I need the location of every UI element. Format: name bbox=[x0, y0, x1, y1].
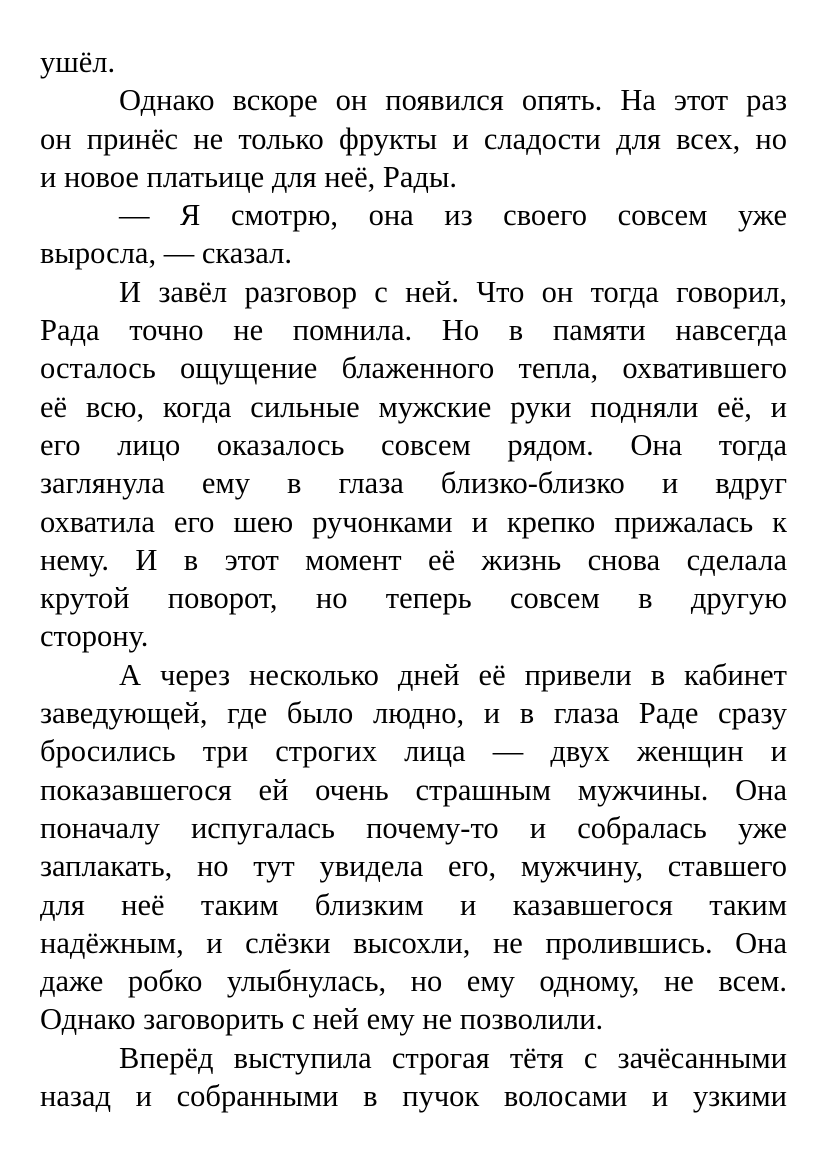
text-line: её всю, когда сильные мужские руки подняли её, и bbox=[40, 389, 787, 424]
text-line: А через несколько дней её привели в кабинет bbox=[119, 657, 787, 692]
text-line: и новое платьице для неё, Рады. bbox=[40, 159, 458, 194]
text-line: надёжным, и слёзки высохли, не пролившись. Она bbox=[40, 925, 787, 960]
paragraph bbox=[40, 196, 787, 273]
paragraph bbox=[40, 43, 787, 81]
text-line: назад и собранными в пучок волосами и узкими bbox=[40, 1079, 787, 1114]
text-line: показавшегося ей очень страшным мужчины. Она bbox=[40, 772, 787, 807]
text-line: Однако вскоре он появился опять. На этот раз bbox=[119, 83, 787, 118]
text-line: И завёл разговор с ней. Что он тогда говорил, bbox=[119, 274, 787, 309]
text-line: заглянула ему в глаза близко-близко и вдруг bbox=[40, 466, 787, 501]
text-line: нему. И в этот момент её жизнь снова сделала bbox=[40, 542, 787, 577]
text-line: он принёс не только фрукты и сладости для всех, но bbox=[40, 121, 787, 156]
paragraph bbox=[40, 1039, 787, 1116]
text-line: охватила его шею ручонками и крепко прижалась к bbox=[40, 504, 787, 539]
text-line: Вперёд выступила строгая тётя с зачёсанными bbox=[119, 1040, 787, 1075]
text-line: Однако заговорить с ней ему не позволили. bbox=[40, 1002, 604, 1037]
paragraph bbox=[40, 81, 787, 196]
text-line: заведующей, где было людно, и в глаза Раде сразу bbox=[40, 696, 787, 731]
text-line: — Я смотрю, она из своего совсем уже bbox=[119, 198, 787, 233]
text-line: ушёл. bbox=[40, 45, 116, 79]
text-line: бросились три строгих лица — двух женщин и bbox=[40, 734, 787, 769]
text-line: его лицо оказалось совсем рядом. Она тогда bbox=[40, 427, 787, 462]
text-body bbox=[40, 43, 787, 1115]
document-page bbox=[40, 43, 787, 1115]
paragraph bbox=[40, 656, 787, 1039]
paragraph bbox=[40, 273, 787, 656]
text-line: поначалу испугалась почему-то и собралась уже bbox=[40, 810, 787, 845]
text-line: заплакать, но тут увидела его, мужчину, ставшего bbox=[40, 849, 787, 884]
text-line: осталось ощущение блаженного тепла, охватившего bbox=[40, 351, 787, 386]
text-line: даже робко улыбнулась, но ему одному, не всем. bbox=[40, 964, 787, 999]
text-line: крутой поворот, но теперь совсем в другую bbox=[40, 581, 787, 616]
text-line: Рада точно не помнила. Но в памяти навсегда bbox=[40, 313, 787, 348]
text-line: для неё таким близким и казавшегося таким bbox=[40, 887, 787, 922]
text-line: сторону. bbox=[40, 619, 149, 654]
text-line: выросла, — сказал. bbox=[40, 236, 292, 271]
